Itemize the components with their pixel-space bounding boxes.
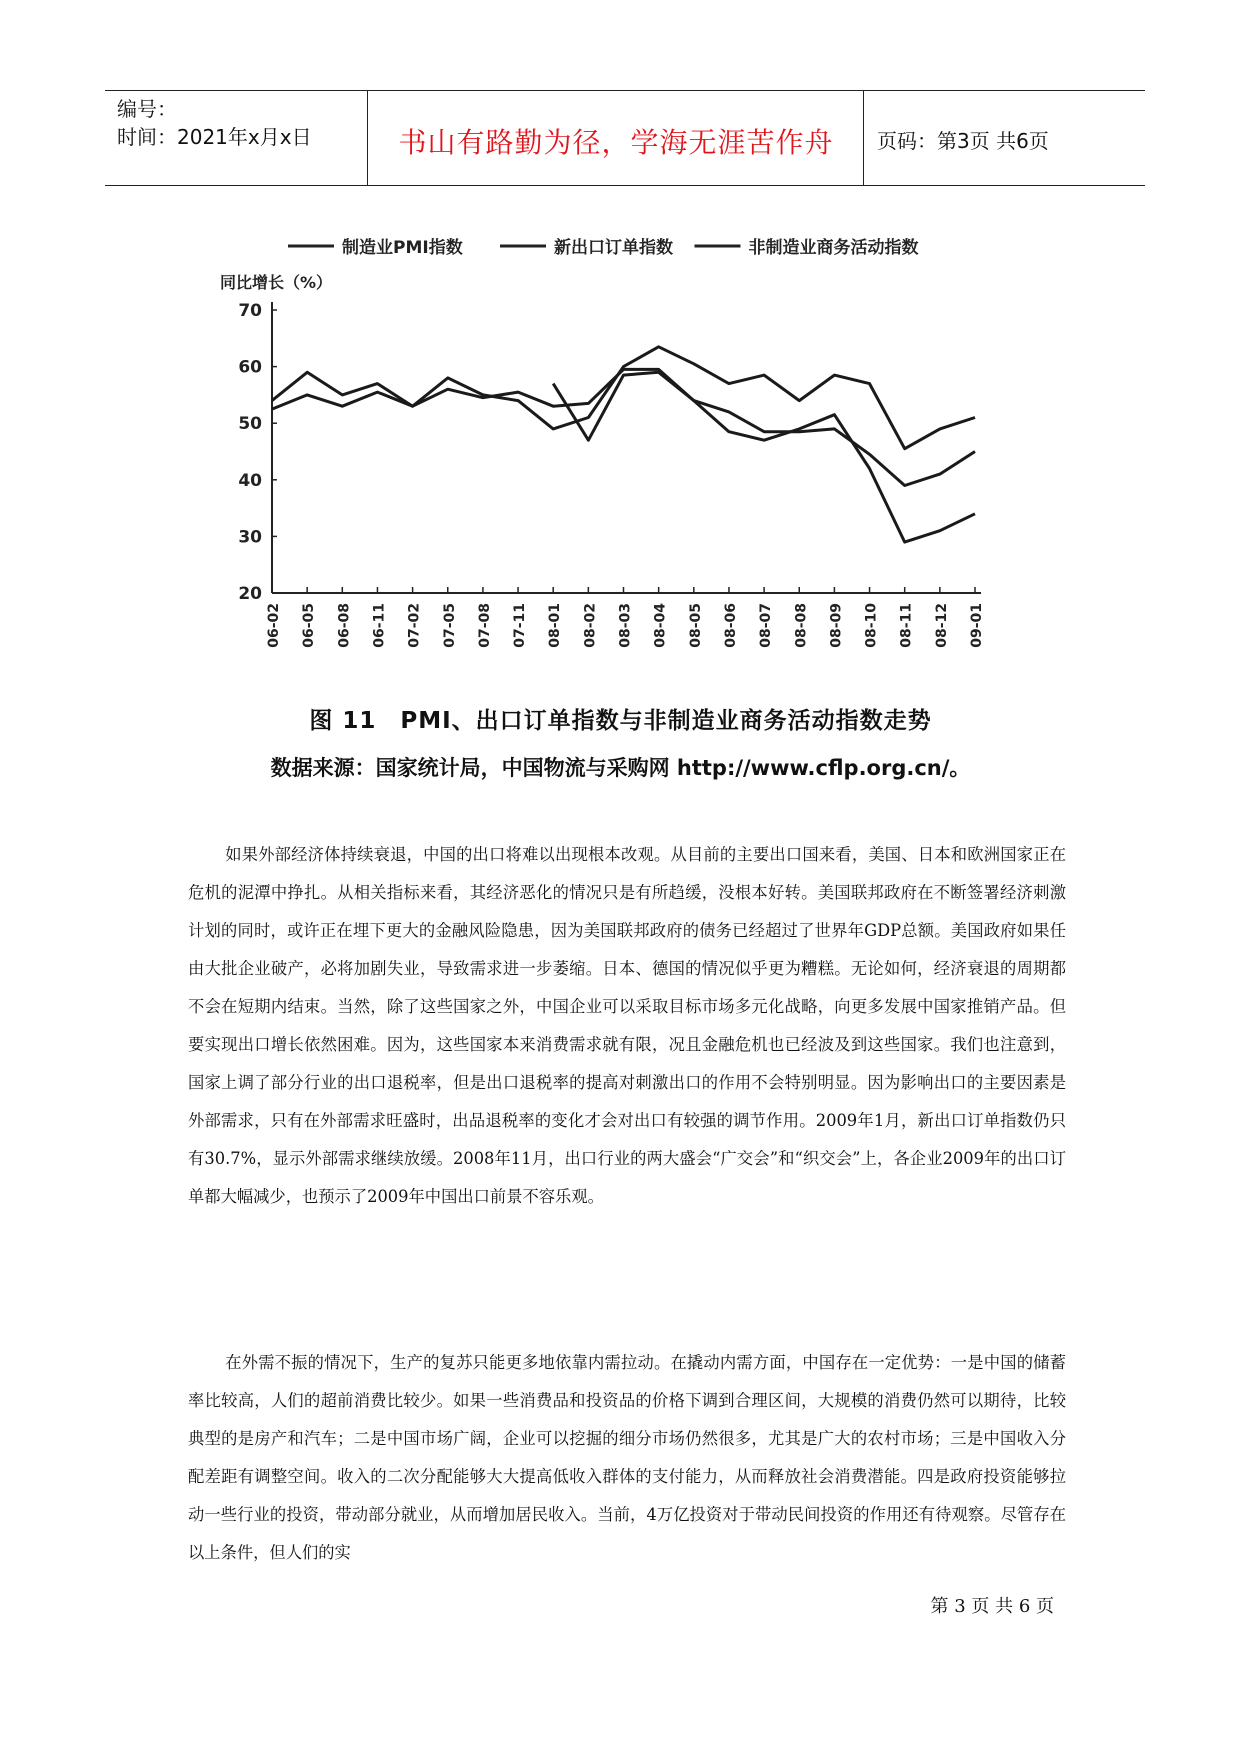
x-tick-label: 07-11 [512,603,529,648]
document-time-label: 时间：2021年x月x日 [117,125,312,149]
y-axis-title: 同比增长（%） [220,273,333,292]
header-info-cell [105,91,368,185]
x-tick-label: 09-01 [969,603,985,648]
legend-label-3: 非制造业商务活动指数 [748,238,919,258]
page-header [105,90,1145,186]
x-tick-label: 08-09 [828,603,845,648]
legend-label-2: 新出口订单指数 [554,238,673,258]
x-tick-label: 08-06 [722,603,739,648]
series-line-3 [553,372,975,542]
x-tick-label: 08-03 [617,603,634,648]
x-tick-label: 07-02 [406,603,423,648]
x-tick-label: 07-08 [476,603,493,648]
header-motto-cell [369,91,864,185]
y-tick-label: 60 [238,357,262,378]
body-paragraph-2 [188,1344,1066,1572]
header-page-cell [865,91,1145,185]
y-tick-label: 50 [238,414,262,435]
x-tick-label: 07-05 [441,603,458,648]
legend-label-1: 制造业PMI指数 [342,238,463,258]
chart-figure [220,228,1020,688]
x-tick-label: 06-08 [336,603,353,648]
x-tick-label: 08-08 [793,603,810,648]
paragraph-text: 在外需不振的情况下，生产的复苏只能更多地依靠内需拉动。在撬动内需方面，中国存在一定优势：一是中国的储蓄率比较高，人们的超前消费比较少。如果一些消费品和投资品的价格下调到合理区间，大规模的消费仍然可以期待，比较典型的是房产和汽车；二是中国市场广阔，企业可以挖掘的细分市场仍然很多，尤其是广大的农村市场；三是中国收入分配差距有调整空间。收入的二次分配能够大大提高低收入群体的支付能力，从而释放社会消费潜能。四是政府投资能够拉动一些行业的投资，带动部分就业，从而增加居民收入。当前，4万亿投资对于带动民间投资的作用还有待观察。尽管存在以上条件，但人们的实 [188,1353,1066,1562]
header-motto: 书山有路勤为径，学海无涯苦作舟 [398,126,834,159]
y-tick-label: 30 [238,527,262,548]
x-tick-label: 08-12 [933,603,950,648]
x-tick-label: 08-05 [687,603,704,648]
paragraph-text: 如果外部经济体持续衰退，中国的出口将难以出现根本改观。从目前的主要出口国来看，美国、日本和欧洲国家正在危机的泥潭中挣扎。从相关指标来看，其经济恶化的情况只是有所趋缓，没根本好转。美国联邦政府在不断签署经济刺激计划的同时，或许正在埋下更大的金融风险隐患，因为美国联邦政府的债务已经超过了世界年GDP总额。美国政府如果任由大批企业破产，必将加剧失业，导致需求进一步萎缩。日本、德国的情况似乎更为糟糕。无论如何，经济衰退的周期都不会在短期内结束。当然，除了这些国家之外，中国企业可以采取目标市场多元化战略，向更多发展中国家推销产品。但要实现出口增长依然困难。因为，这些国家本来消费需求就有限，况且金融危机也已经波及到这些国家。我们也注意到，国家上调了部分行业的出口退税率，但是出口退税率的提高对刺激出口的作用不会特别明显。因为影响出口的主要因素是外部需求，只有在外部需求旺盛时，出品退税率的变化才会对出口有较强的调节作用。2009年1月，新出口订单指数仍只有30.7%，显示外部需求继续放缓。2008年11月，出口行业的两大盛会“广交会”和“织交会”上，各企业2009年的出口订单都大幅减少，也预示了2009年中国出口前景不容乐观。 [188,845,1066,1206]
document-number-label: 编号： [117,97,177,121]
y-tick-label: 70 [238,301,262,321]
x-tick-label: 06-11 [371,603,388,648]
x-tick-label: 08-07 [758,603,775,648]
y-tick-label: 20 [238,584,262,604]
figure-source: 数据来源：国家统计局，中国物流与采购网 http://www.cflp.org.cn/。 [270,756,971,780]
page-footer: 第 3 页 共 6 页 [930,1596,1054,1617]
x-tick-label: 08-10 [863,603,880,648]
x-tick-label: 08-11 [898,603,915,648]
header-page-number: 页码：第3页 共6页 [877,129,1049,153]
x-tick-label: 06-02 [266,603,282,648]
x-tick-label: 08-01 [547,603,564,648]
body-paragraph-1 [188,836,1066,1216]
line-chart [220,228,1020,688]
y-tick-label: 40 [238,470,262,491]
figure-caption: 图 11 PMI、出口订单指数与非制造业商务活动指数走势 [309,708,932,734]
x-tick-label: 08-02 [582,603,599,648]
x-tick-label: 06-05 [301,603,318,648]
x-tick-label: 08-04 [652,603,669,648]
series-line-2 [272,347,975,449]
